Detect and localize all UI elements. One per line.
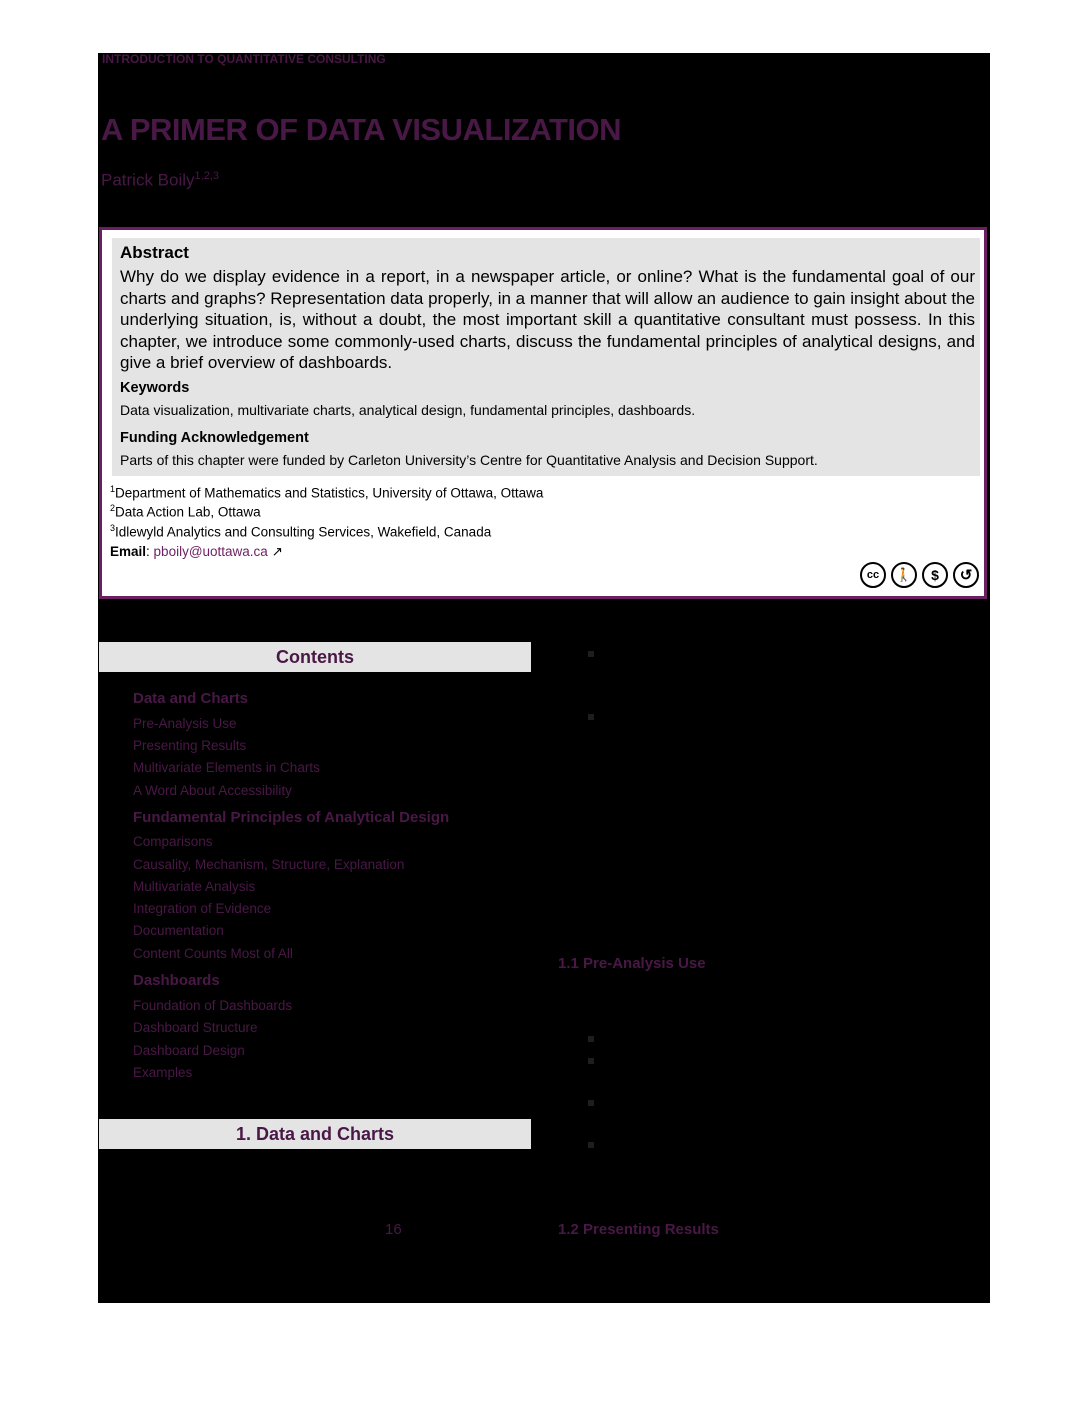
page-number: 16 bbox=[385, 1221, 402, 1238]
affiliation-text: Department of Mathematics and Statistics, University of Ottawa, Ottawa bbox=[115, 485, 544, 501]
funding-heading: Funding Acknowledgement bbox=[120, 430, 309, 446]
toc-item[interactable]: Integration of Evidence bbox=[133, 901, 272, 916]
keywords-text: Data visualization, multivariate charts, analytical design, fundamental principles, dashboards. bbox=[120, 402, 696, 418]
abstract-panel bbox=[112, 238, 980, 476]
email-label: Email bbox=[110, 544, 147, 559]
abstract-text: Why do we display evidence in a report, in a newspaper article, or online? What is the fundamental goal of our charts and graphs? Representation data properly, in a manner that will allow an audience to gain insight about the underlying situation, is, without a doubt, the most important skill a quantitative consultant must possess. In this chapter, we introduce some commonly-used charts, discuss the fundamental principles of analytical designs, and give a brief overview of dashboards. bbox=[120, 267, 975, 372]
toc-item[interactable]: Content Counts Most of All bbox=[133, 946, 293, 961]
subsection-heading: 1.1 Pre-Analysis Use bbox=[558, 955, 706, 972]
affiliation-mark: 3 bbox=[110, 523, 116, 533]
external-link-icon: ↗ bbox=[271, 544, 283, 559]
toc-item[interactable]: Multivariate Elements in Charts bbox=[133, 760, 320, 775]
toc-item[interactable]: Presenting Results bbox=[133, 738, 247, 753]
bullet-marker bbox=[588, 1142, 594, 1148]
affiliation-2 bbox=[110, 503, 261, 520]
author-line bbox=[101, 170, 219, 191]
paper-title: A PRIMER OF DATA VISUALIZATION bbox=[101, 112, 622, 147]
sa-icon: ↺ bbox=[953, 562, 979, 588]
toc-section[interactable]: Data and Charts bbox=[133, 690, 249, 707]
author-name: Patrick Boily bbox=[101, 170, 195, 190]
toc-section[interactable]: Dashboards bbox=[133, 972, 220, 989]
author-affil-marks: 1,2,3 bbox=[194, 170, 219, 182]
affiliation-mark: 2 bbox=[110, 503, 116, 513]
toc-section[interactable]: Fundamental Principles of Analytical Design bbox=[133, 809, 450, 826]
toc-item[interactable]: Comparisons bbox=[133, 834, 213, 849]
email-link[interactable]: pboily@uottawa.ca bbox=[153, 544, 268, 559]
toc-item[interactable]: Multivariate Analysis bbox=[133, 879, 256, 894]
affiliation-3 bbox=[110, 523, 491, 540]
bullet-marker bbox=[588, 1036, 594, 1042]
cc-icon: cc bbox=[860, 562, 886, 588]
toc-item[interactable]: Pre-Analysis Use bbox=[133, 716, 237, 731]
contents-heading: Contents bbox=[99, 642, 531, 672]
subsection-heading: 1.2 Presenting Results bbox=[558, 1221, 719, 1238]
bullet-marker bbox=[588, 651, 594, 657]
toc-item[interactable]: Examples bbox=[133, 1065, 193, 1080]
email-line: Email: pboily@uottawa.ca ↗ bbox=[110, 544, 283, 559]
abstract-box bbox=[99, 227, 987, 599]
nc-icon: $ bbox=[922, 562, 948, 588]
bullet-marker bbox=[588, 714, 594, 720]
toc-item[interactable]: Foundation of Dashboards bbox=[133, 998, 293, 1013]
toc-item[interactable]: Documentation bbox=[133, 923, 224, 938]
affiliation-mark: 1 bbox=[110, 484, 116, 494]
toc-item[interactable]: Dashboard Structure bbox=[133, 1020, 258, 1035]
running-header: INTRODUCTION TO QUANTITATIVE CONSULTING bbox=[102, 52, 386, 66]
keywords-heading: Keywords bbox=[120, 380, 190, 396]
by-icon: 🚶 bbox=[891, 562, 917, 588]
affiliation-text: Idlewyld Analytics and Consulting Services, Wakefield, Canada bbox=[115, 524, 492, 540]
toc-item[interactable]: Dashboard Design bbox=[133, 1043, 245, 1058]
toc-item[interactable]: Causality, Mechanism, Structure, Explanation bbox=[133, 857, 405, 872]
section-heading: 1. Data and Charts bbox=[99, 1119, 531, 1149]
affiliation-text: Data Action Lab, Ottawa bbox=[115, 504, 261, 520]
toc-item[interactable]: A Word About Accessibility bbox=[133, 783, 292, 798]
bullet-marker bbox=[588, 1058, 594, 1064]
bullet-marker bbox=[588, 1100, 594, 1106]
affiliation-1 bbox=[110, 484, 543, 501]
funding-text: Parts of this chapter were funded by Carleton University’s Centre for Quantitative Analysis and Decision Support. bbox=[120, 452, 818, 468]
abstract-heading: Abstract bbox=[120, 243, 189, 262]
